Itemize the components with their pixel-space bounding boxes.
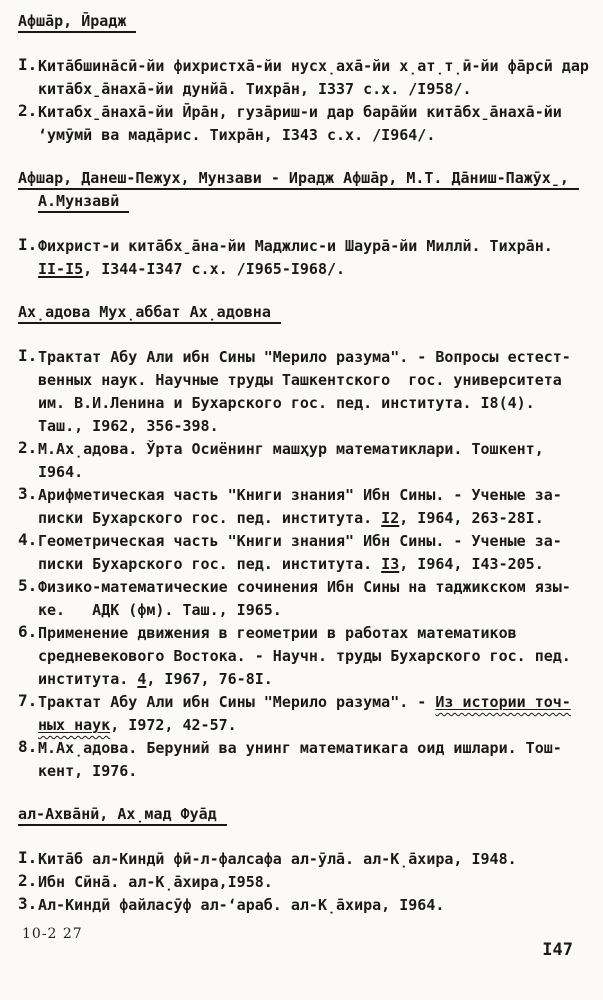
- bibliography-entry: [18, 622, 595, 691]
- entry-text: Арифметическая часть "Книги знания" Ибн Сины. - Ученые за-: [38, 486, 562, 504]
- bibliography-entry: [18, 101, 595, 147]
- entry-line: [38, 235, 595, 258]
- emphasized-text: I3: [381, 555, 400, 573]
- entry-line: [38, 691, 595, 714]
- entry-number: I.: [18, 346, 38, 365]
- emphasized-text: [38, 716, 110, 734]
- print-signature: 10-2 27: [22, 926, 83, 942]
- bibliography-section: [18, 803, 595, 917]
- bibliography-entry: [18, 55, 595, 101]
- entry-list: [18, 235, 595, 281]
- entry-number: 5.: [18, 576, 38, 595]
- entry-number: 6.: [18, 622, 38, 641]
- section-heading-text: Афша̄р, Ӣрадж: [18, 12, 136, 33]
- entry-number: 2.: [18, 438, 38, 457]
- entry-line: [38, 622, 595, 645]
- entry-line: [38, 369, 595, 392]
- entry-text: ке. АДК (фм). Таш., I965.: [38, 601, 282, 619]
- entry-line: [38, 848, 595, 871]
- entry-number: 2.: [18, 101, 38, 120]
- entry-text: Трактат Абу Али ибн Сины "Мерило разума". - Вопросы естест-: [38, 348, 571, 366]
- entry-text: Кита̄б ал-Киндӣ фӣ-л-фалсафа ал-ӯла̄. ал-К̣а̄хира, I948.: [38, 850, 517, 868]
- entry-text: Трактат Абу Али ибн Сины "Мерило разума". -: [38, 693, 436, 711]
- entry-line: [38, 258, 595, 281]
- entry-line: [38, 438, 595, 461]
- entry-number: I.: [18, 848, 38, 867]
- entry-text: , I964, I43-205.: [399, 555, 544, 573]
- entry-line: [38, 599, 595, 622]
- entry-text: Физико-математические сочинения Ибн Сины на таджикском язы-: [38, 578, 571, 596]
- entry-line: [38, 645, 595, 668]
- entry-line: [38, 484, 595, 507]
- bibliography-entry: [18, 484, 595, 530]
- entry-line: [38, 894, 595, 917]
- bibliography-entry: [18, 737, 595, 783]
- entry-number: 7.: [18, 691, 38, 710]
- entry-number: I.: [18, 235, 38, 254]
- emphasized-text: II-I5: [38, 260, 84, 278]
- entry-text: Китабх̱а̄наха̄-йи Ӣра̄н, гуза̄риш-и дар бара̄йи кита̄бх̱а̄наха̄-йи: [38, 103, 562, 121]
- bibliography-entry: [18, 894, 595, 917]
- entry-line: [38, 415, 595, 438]
- entry-number: 4.: [18, 530, 38, 549]
- emphasized-text: I2: [381, 509, 400, 527]
- wavy-underline-text: Из истории точ-: [435, 693, 571, 711]
- entry-text: писки Бухарского гос. пед. института.: [38, 509, 382, 527]
- entry-line: [38, 392, 595, 415]
- entry-line: [38, 55, 595, 78]
- entry-line: [38, 553, 595, 576]
- entry-line: [38, 124, 595, 147]
- entry-text: , I964, 263-28I.: [399, 509, 544, 527]
- entry-text: ʻумӯмӣ ва мада̄рис. Тихра̄н, I343 с.х. /I964/.: [38, 126, 436, 144]
- entry-line: [38, 737, 595, 760]
- entry-text: им. В.И.Ленина и Бухарского гос. пед. института. I8(4).: [38, 394, 535, 412]
- bibliography-entry: [18, 346, 595, 438]
- entry-text: Применение движения в геометрии в работах математиков: [38, 624, 517, 642]
- entry-text: кент, I976.: [38, 762, 138, 780]
- section-heading: [18, 10, 595, 33]
- entry-text: Ибн Сӣна̄. ал-К̣а̄хира,I958.: [38, 873, 273, 891]
- entry-text: Ал-Киндӣ файласӯф ал-ʻараб. ал-К̣а̄хира, I964.: [38, 896, 445, 914]
- section-heading-text: ал-Ахва̄нӣ, Ах̣мад Фуа̄д: [18, 805, 227, 826]
- entry-text: средневекового Востока. - Научн. труды Бухарского гос. пед.: [38, 647, 571, 665]
- section-heading-text: Ах̣адова Мух̣аббат Ах̣адовна: [18, 303, 281, 324]
- emphasized-text: [435, 693, 570, 711]
- entry-text: Таш., I962, 356-398.: [38, 417, 219, 435]
- bibliography-entry: [18, 438, 595, 484]
- bibliography-entry: [18, 235, 595, 281]
- entry-text: I964.: [38, 463, 84, 481]
- bibliography-section: [18, 167, 595, 281]
- entry-text: , I344-I347 с.х. /I965-I968/.: [83, 260, 346, 278]
- bibliography-section: [18, 10, 595, 147]
- entry-line: [38, 714, 595, 737]
- entry-text: М.Ах̣адова. Ўрта Осиёнинг машҳур математиклари. Тошкент,: [38, 440, 544, 458]
- bibliography-section: [18, 301, 595, 783]
- entry-list: [18, 55, 595, 147]
- entry-line: [38, 576, 595, 599]
- entry-line: [38, 668, 595, 691]
- bibliography-entry: [18, 576, 595, 622]
- entry-number: I.: [18, 55, 38, 74]
- entry-text: Кита̄бшина̄сӣ-йи фихристха̄-йи нусх̣аха̄-йи х̣ат̣т̣ӣ-йи фа̄рсӣ дар: [38, 57, 589, 75]
- page-number: I47: [542, 940, 573, 960]
- section-heading: [18, 190, 595, 213]
- entry-text: венных наук. Научные труды Ташкентского гос. университета: [38, 371, 562, 389]
- entry-number: 3.: [18, 894, 38, 913]
- entry-text: , I972, 42-57.: [110, 716, 237, 734]
- entry-text: кита̄бх̱а̄наха̄-йи дунйа̄. Тихра̄н, I337 с.х. /I958/.: [38, 80, 472, 98]
- section-heading: [18, 167, 595, 190]
- entry-text: института.: [38, 670, 138, 688]
- entry-text: Фихрист-и кита̄бх̱а̄на-йи Маджлис-и Шаура̄-йи Миллй. Тихра̄н.: [38, 237, 553, 255]
- entry-line: [38, 530, 595, 553]
- entry-line: [38, 78, 595, 101]
- entry-text: , I967, 76-8I.: [146, 670, 273, 688]
- wavy-underline-text: ных наук: [38, 716, 111, 734]
- section-heading-text: Афшар, Данеш-Пежух, Мунзави - Ирадж Афша̄р, М.Т. Да̄ниш-Пажӯх̱,: [18, 169, 579, 190]
- entry-text: писки Бухарского гос. пед. института.: [38, 555, 382, 573]
- entry-line: [38, 461, 595, 484]
- entry-line: [38, 760, 595, 783]
- entry-number: 8.: [18, 737, 38, 756]
- emphasized-text: 4: [137, 670, 147, 688]
- bibliography-entry: [18, 530, 595, 576]
- section-heading: [18, 301, 595, 324]
- section-heading: [18, 803, 595, 826]
- entry-number: 2.: [18, 871, 38, 890]
- bibliography-entry: [18, 691, 595, 737]
- entry-line: [38, 871, 595, 894]
- entry-line: [38, 507, 595, 530]
- entry-line: [38, 346, 595, 369]
- entry-list: [18, 346, 595, 783]
- bibliography-entry: [18, 871, 595, 894]
- entry-text: Геометрическая часть "Книги знания" Ибн Сины. - Ученые за-: [38, 532, 562, 550]
- bibliography-entry: [18, 848, 595, 871]
- entry-text: М.Ах̣адова. Беруний ва унинг математикага оид ишлари. Тош-: [38, 739, 562, 757]
- entry-line: [38, 101, 595, 124]
- entry-list: [18, 848, 595, 917]
- section-heading-text: А.Мунзавӣ: [38, 192, 129, 213]
- entry-number: 3.: [18, 484, 38, 503]
